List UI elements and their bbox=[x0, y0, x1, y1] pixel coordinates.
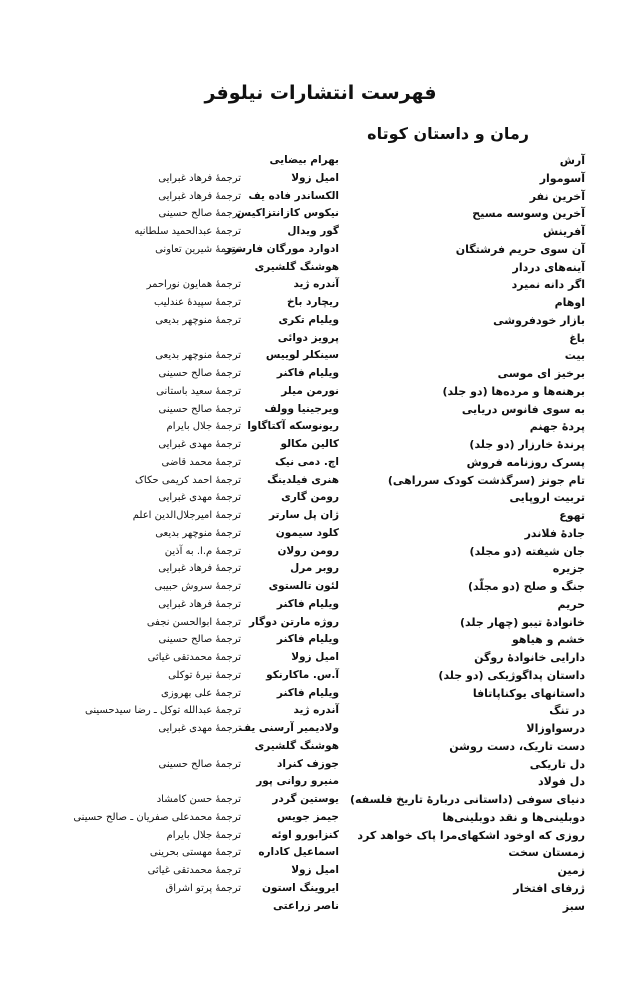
book-translator: ترجمهٔ فرهاد غبرایی bbox=[158, 563, 241, 575]
book-author: ناصر زراعتی bbox=[273, 899, 339, 912]
book-entry bbox=[0, 685, 641, 703]
book-translator: ترجمهٔ سعید باستانی bbox=[156, 385, 241, 397]
book-list bbox=[0, 152, 641, 915]
book-translator: ترجمهٔ محمدتقی غیاثی bbox=[147, 865, 241, 876]
book-entry bbox=[0, 152, 641, 170]
book-entry bbox=[0, 365, 641, 383]
book-author: کالین مکالو bbox=[280, 438, 339, 450]
book-entry bbox=[0, 383, 641, 401]
book-author: لئون تالستوی bbox=[268, 580, 339, 592]
book-entry bbox=[0, 844, 641, 862]
book-entry bbox=[0, 223, 641, 241]
book-entry bbox=[0, 525, 641, 543]
book-title: پرندهٔ خارزار (دو جلد) bbox=[469, 438, 585, 451]
book-author: ریچارد باخ bbox=[286, 296, 339, 308]
book-author: بهرام بیضایی bbox=[269, 154, 339, 166]
book-author: ریونوسکه آکتاگاوا bbox=[247, 420, 339, 433]
book-author: آندره ژید bbox=[293, 704, 339, 717]
book-title: جنگ و صلح (دو مجلّد) bbox=[467, 580, 585, 593]
book-title: برخیز ای موسی bbox=[497, 367, 585, 380]
book-author: ویلیام فاکنر bbox=[276, 367, 339, 379]
book-title: تام جونز (سرگذشت کودک سرراهی) bbox=[387, 473, 585, 487]
book-entry bbox=[0, 188, 641, 206]
book-translator: ترجمهٔ مهدی غبرایی bbox=[158, 439, 241, 450]
book-entry bbox=[0, 756, 641, 774]
book-author: منیرو روانی پور bbox=[256, 775, 339, 788]
book-entry bbox=[0, 578, 641, 596]
book-title: دل تاریکی bbox=[529, 757, 585, 771]
book-author: پرویز دوائی bbox=[277, 331, 339, 344]
book-translator: ترجمهٔ صالح حسینی bbox=[158, 208, 241, 220]
book-entry bbox=[0, 614, 641, 632]
page-title: فهرست انتشارات نیلوفر bbox=[204, 82, 437, 104]
book-title: جان شیفته (دو مجلد) bbox=[469, 544, 585, 558]
book-author: امیل زولا bbox=[291, 651, 339, 663]
book-author: جوزف کنراد bbox=[277, 757, 339, 770]
book-author: آ.س. ماکارنکو bbox=[266, 668, 339, 681]
book-author: اسماعیل کاداره bbox=[258, 846, 339, 859]
book-author: امیل زولا bbox=[291, 171, 339, 184]
book-entry bbox=[0, 312, 641, 330]
book-title: خشم و هیاهو bbox=[511, 633, 585, 647]
book-entry bbox=[0, 472, 641, 490]
book-title: بیت bbox=[564, 349, 585, 363]
book-title: داستان پداگوژیکی (دو جلد) bbox=[438, 668, 585, 682]
book-translator: ترجمهٔ سروش حبیبی bbox=[154, 581, 241, 592]
book-entry bbox=[0, 827, 641, 845]
book-translator: ترجمهٔ شیرین تعاونی bbox=[155, 243, 241, 255]
book-translator: ترجمهٔ سپیدهٔ عندلیب bbox=[153, 297, 241, 308]
book-title: دارایی خانوادهٔ روگن bbox=[474, 651, 585, 664]
book-translator: ترجمهٔ محمدعلی صفریان ـ صالح حسینی bbox=[73, 811, 241, 823]
book-translator: ترجمهٔ ابوالحسن نجفی bbox=[146, 616, 241, 628]
book-author: هوشنگ گلشیری bbox=[254, 260, 339, 273]
book-entry bbox=[0, 170, 641, 188]
book-author: هنری فیلدینگ bbox=[267, 473, 339, 486]
book-author: ادوارد مورگان فارستر bbox=[224, 242, 339, 255]
book-entry bbox=[0, 791, 641, 809]
book-translator: ترجمهٔ مهدی غبرایی bbox=[158, 723, 241, 734]
book-title: زمستان سخت bbox=[508, 846, 585, 860]
book-title: دست تاریک، دست روشن bbox=[449, 739, 585, 753]
book-title: باغ bbox=[569, 331, 585, 345]
book-entry bbox=[0, 667, 641, 685]
book-translator: ترجمهٔ عبدالحمید سلطانیه bbox=[134, 226, 241, 237]
book-title: زمین bbox=[557, 864, 585, 877]
book-author: ولادیمیر آرسنی یف bbox=[238, 722, 339, 734]
book-entry bbox=[0, 259, 641, 277]
book-author: هوشنگ گلشیری bbox=[254, 739, 339, 752]
book-title: خانوادهٔ تیبو (چهار جلد) bbox=[460, 615, 585, 629]
book-translator: ترجمهٔ محمدتقی غیاثی bbox=[147, 652, 241, 663]
book-title: سبز bbox=[562, 899, 585, 913]
book-author: روژه مارتن دوگار bbox=[248, 615, 339, 628]
book-entry bbox=[0, 702, 641, 720]
book-title: آن سوی حریم فرشتگان bbox=[455, 242, 585, 256]
book-entry bbox=[0, 507, 641, 525]
book-title: تربیت اروپایی bbox=[509, 491, 585, 505]
book-author: جیمز جویس bbox=[276, 810, 339, 823]
book-translator: ترجمهٔ پرتو اشراق bbox=[165, 882, 241, 894]
book-entry bbox=[0, 898, 641, 916]
book-author: ویلیام فاکنر bbox=[276, 597, 339, 610]
book-entry bbox=[0, 596, 641, 614]
book-entry bbox=[0, 560, 641, 578]
book-title: بازار خودفروشی bbox=[493, 313, 585, 327]
book-translator: ترجمهٔ صالح حسینی bbox=[158, 368, 241, 379]
book-entry bbox=[0, 241, 641, 259]
book-translator: ترجمهٔ منوچهر بدیعی bbox=[155, 350, 241, 362]
book-title: دل فولاد bbox=[538, 775, 585, 789]
book-translator: ترجمهٔ نیرهٔ توکلی bbox=[168, 669, 241, 681]
book-title: پسرک روزنامه فروش bbox=[466, 455, 585, 469]
book-title: آخرین نفر bbox=[529, 189, 585, 203]
book-author: سینکلر لوییس bbox=[265, 349, 339, 362]
book-translator: ترجمهٔ فرهاد غبرایی bbox=[158, 172, 241, 184]
book-title: در تنگ bbox=[549, 704, 585, 718]
book-translator: ترجمهٔ جلال بایرام bbox=[166, 421, 241, 433]
book-title: پردهٔ جهنم bbox=[529, 420, 585, 434]
book-author: رومن گاری bbox=[281, 491, 339, 504]
book-title: اگر دانه نمیرد bbox=[511, 278, 585, 292]
book-translator: ترجمهٔ منوچهر بدیعی bbox=[155, 527, 241, 539]
book-title: برهنه‌ها و مرده‌ها (دو جلد) bbox=[442, 384, 585, 398]
book-author: الکساندر فاده یف bbox=[248, 189, 339, 202]
book-translator: ترجمهٔ م.ا. به آذین bbox=[164, 545, 241, 557]
book-entry bbox=[0, 436, 641, 454]
book-author: نورمن میلر bbox=[281, 384, 339, 397]
book-title: روزی که‌ اوخود اشکهای‌مرا پاک خواهد کرد bbox=[357, 828, 585, 842]
book-entry bbox=[0, 276, 641, 294]
section-heading: رمان و داستان کوتاه bbox=[367, 124, 529, 143]
book-entry bbox=[0, 401, 641, 419]
book-title: آفرینش bbox=[543, 225, 585, 238]
book-author: یوستین گردر bbox=[272, 793, 339, 805]
book-translator: ترجمهٔ محمد قاضی bbox=[161, 456, 241, 468]
book-author: کنزابورو اوئه bbox=[271, 828, 339, 841]
book-author: روبر مرل bbox=[290, 562, 339, 575]
book-entry bbox=[0, 720, 641, 738]
book-title: اوهام bbox=[554, 296, 585, 309]
book-entry bbox=[0, 454, 641, 472]
book-translator: ترجمهٔ فرهاد غبرایی bbox=[158, 598, 241, 610]
book-entry bbox=[0, 347, 641, 365]
book-entry bbox=[0, 631, 641, 649]
book-title: آینه‌های دردار bbox=[512, 260, 585, 274]
book-entry bbox=[0, 543, 641, 561]
book-author: ویلیام تکری bbox=[278, 313, 339, 326]
book-title: به سوی فانوس دریایی bbox=[461, 402, 585, 416]
book-author: اچ. دمی نیک bbox=[275, 455, 339, 468]
book-title: درسواوزالا bbox=[526, 722, 585, 735]
book-author: ژان پل سارتر bbox=[268, 509, 339, 521]
book-title: دنیای سوفی (داستانی دربارهٔ تاریخ فلسفه) bbox=[349, 793, 585, 806]
book-author: رومن رولان bbox=[277, 544, 339, 557]
book-title: جادهٔ فلاندر bbox=[524, 526, 585, 540]
book-author: کلود سیمون bbox=[275, 526, 339, 539]
book-author: گور ویدال bbox=[287, 225, 339, 237]
book-translator: ترجمهٔ صالح حسینی bbox=[158, 403, 241, 415]
book-translator: ترجمهٔ صالح حسینی bbox=[158, 634, 241, 646]
book-entry bbox=[0, 738, 641, 756]
book-entry bbox=[0, 880, 641, 898]
book-author: ویرجینیا وولف bbox=[264, 402, 339, 415]
book-translator: ترجمهٔ جلال بایرام bbox=[166, 829, 241, 841]
book-title: داستانهای یوکناپاتافا bbox=[472, 686, 585, 700]
book-entry bbox=[0, 330, 641, 348]
book-author: نیکوس کازانتزاکیس bbox=[236, 207, 339, 220]
book-title: تهوع bbox=[559, 509, 585, 522]
book-title: جزیره bbox=[552, 562, 585, 576]
book-translator: ترجمهٔ مهدی غبرایی bbox=[158, 492, 241, 504]
book-title: آسوموار bbox=[539, 171, 585, 185]
book-title: حریم bbox=[557, 597, 585, 611]
book-title: دوبلینی‌ها و نقد دوبلینی‌ها bbox=[442, 810, 585, 824]
book-translator: ترجمهٔ فرهاد غبرایی bbox=[158, 190, 241, 202]
book-entry bbox=[0, 205, 641, 223]
book-translator: ترجمهٔ مهستی بحرینی bbox=[149, 847, 241, 859]
book-author: ویلیام فاکنر bbox=[276, 686, 339, 699]
book-author: امیل زولا bbox=[291, 864, 339, 876]
book-translator: ترجمهٔ منوچهر بدیعی bbox=[155, 314, 241, 326]
book-translator: ترجمهٔ علی بهروزی bbox=[161, 687, 241, 699]
book-title: آخرین وسوسه مسیح bbox=[472, 207, 585, 221]
book-translator: ترجمهٔ صالح حسینی bbox=[158, 758, 241, 770]
book-translator: ترجمهٔ همایون نوراحمر bbox=[146, 279, 241, 291]
book-author: آندره ژید bbox=[293, 278, 339, 291]
book-entry bbox=[0, 649, 641, 667]
book-entry bbox=[0, 773, 641, 791]
book-translator: ترجمهٔ امیرجلال‌الدین اعلم bbox=[132, 510, 241, 521]
book-entry bbox=[0, 862, 641, 880]
book-translator: ترجمهٔ احمد کریمی حکاک bbox=[134, 474, 241, 486]
book-entry bbox=[0, 489, 641, 507]
book-author: ویلیام فاکنر bbox=[276, 633, 339, 646]
book-entry bbox=[0, 418, 641, 436]
book-title: ژرفای افتخار bbox=[513, 881, 585, 895]
book-author: ایروینگ استون bbox=[262, 881, 339, 894]
book-entry bbox=[0, 809, 641, 827]
book-translator: ترجمهٔ عبدالله توکل ـ رضا سیدحسینی bbox=[85, 705, 241, 717]
book-title: آرش bbox=[559, 154, 585, 167]
book-entry bbox=[0, 294, 641, 312]
book-translator: ترجمهٔ حسن کامشاد bbox=[156, 794, 241, 805]
